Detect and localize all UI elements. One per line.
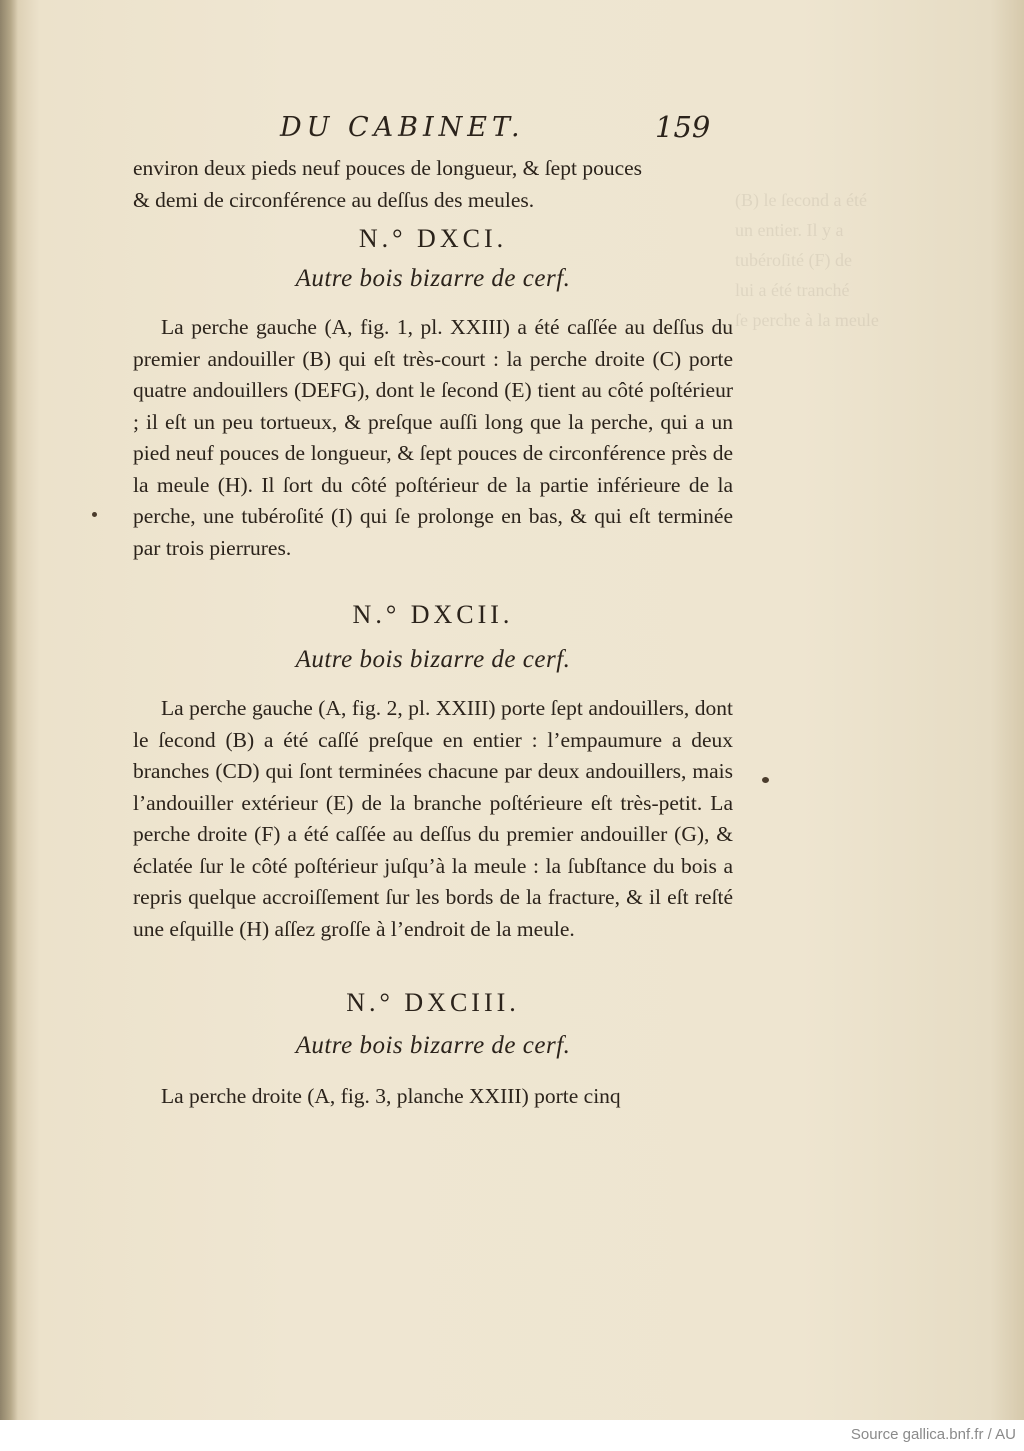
entry-paragraph xyxy=(133,693,733,945)
entry-heading: N.° DXCIII. xyxy=(346,988,520,1017)
entry-paragraph xyxy=(133,1081,733,1113)
entry-heading: N.° DXCI. xyxy=(358,224,508,253)
ink-spot xyxy=(762,777,769,783)
page-number: 159 xyxy=(655,110,711,144)
entry-subheading: Autre bois bizarre de cerf. xyxy=(295,1032,571,1059)
entry-text: La perche gauche (A, fig. 1, pl. XXIII) a été caſſée au deſſus du premier andouiller (B) qui eſt très-court : la perche droite (C) porte quatre andouillers (DEFG), dont le ſecond (E) tient au côté poſtérieur ; il eſt un peu tortueux, & preſque auſſi long que la perche, qui a un pied neuf pouces de longueur, & ſept pouces de circonférence près de la meule (H). Il ſort du côté poſtérieur de la partie inférieure de la perche, une tubéroſité (I) qui ſe prolonge en bas, & qui eſt terminée par trois pierrures. xyxy=(133,315,733,560)
footer-bar xyxy=(0,1420,1024,1451)
text-line: & demi de circonférence au deſſus des meules. xyxy=(133,187,535,212)
ink-spot xyxy=(92,512,97,517)
source-credit: Source gallica.bnf.fr / AU xyxy=(850,1426,1016,1443)
entry-heading: N.° DXCII. xyxy=(352,600,514,629)
entry-text: La perche droite (A, fig. 3, planche XXIII) porte cinq xyxy=(161,1084,621,1108)
running-head: DU CABINET. xyxy=(280,112,525,143)
entry-subheading: Autre bois bizarre de cerf. xyxy=(295,265,571,292)
text-line: environ deux pieds neuf pouces de longueur, & ſept pouces xyxy=(133,156,643,180)
entry-text: La perche gauche (A, fig. 2, pl. XXIII) porte ſept andouillers, dont le ſecond (B) a été caſſé preſque en entier : l’empaumure a deux branches (CD) qui ſont terminées chacune par deux andouillers, mais l’andouiller extérieur (E) de la branche poſtérieure eſt très-petit. La perche droite (F) a été caſſée au deſſus du premier andouiller (G), & éclatée ſur le côté poſtérieur juſqu’à la meule : la ſubſtance du bois a repris quelque accroiſſement ſur les bords de la fracture, & il eſt reſté une eſquille (H) aſſez groſſe à l’endroit de la meule. xyxy=(133,696,733,941)
intro-paragraph xyxy=(133,153,733,216)
entry-subheading: Autre bois bizarre de cerf. xyxy=(295,646,571,673)
entry-paragraph xyxy=(133,312,733,564)
show-through-text: (B) le ſecond a été un entier. Il y a tubéroſité (F) de lui a été tranché ſe perche à la meule xyxy=(735,190,879,330)
